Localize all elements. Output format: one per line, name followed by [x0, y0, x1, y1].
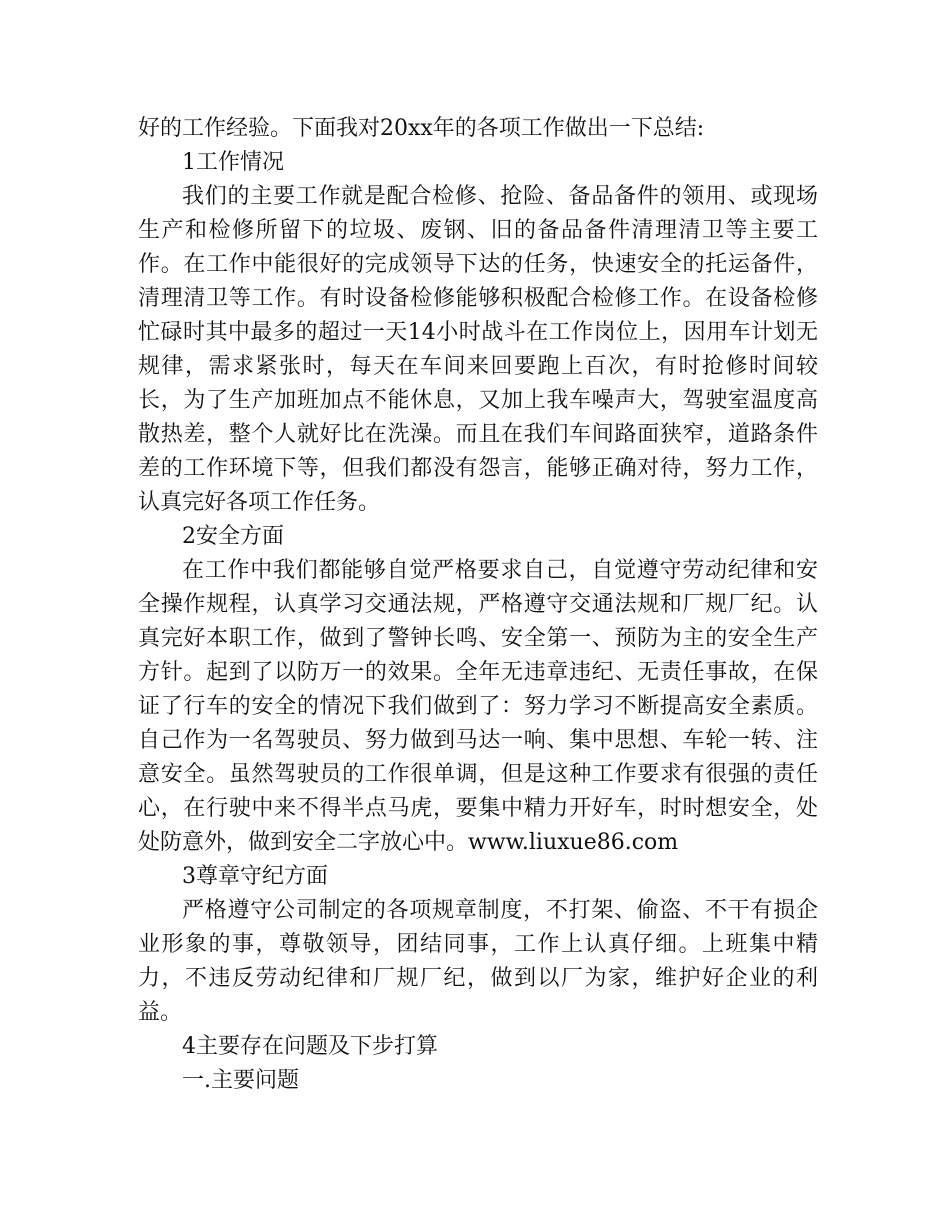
heading-discipline: 3尊章守纪方面: [182, 864, 328, 889]
paragraph-intro-continuation: 好的工作经验。下面我对20xx年的各项工作做出一下总结:: [138, 116, 705, 141]
document-body: [138, 112, 818, 1098]
heading-safety: 2安全方面: [182, 524, 284, 549]
heading-main-problems: 一.主要问题: [182, 1068, 299, 1093]
paragraph-work-situation: 我们的主要工作就是配合检修、抢险、备品备件的领用、或现场生产和检修所留下的垃圾、废钢、旧的备品备件清理清卫等主要工作。在工作中能很好的完成领导下达的任务，快速安全的托运备件，清理清卫等工作。有时设备检修能够积极配合检修工作。在设备检修忙碌时其中最多的超过一天14小时战斗在工作岗位上，因用车计划无规律，需求紧张时，每天在车间来回要跑上百次，有时抢修时间较长，为了生产加班加点不能休息，又加上我车噪声大，驾驶室温度高散热差，整个人就好比在洗澡。而且在我们车间路面狭窄，道路条件差的工作环境下等，但我们都没有怨言，能够正确对待，努力工作，认真完好各项工作任务。: [138, 184, 818, 515]
paragraph-discipline: 严格遵守公司制定的各项规章制度，不打架、偷盗、不干有损企业形象的事，尊敬领导，团结同事，工作上认真仔细。上班集中精力，不违反劳动纪律和厂规厂纪，做到以厂为家，维护好企业的利益。: [138, 898, 818, 1025]
heading-problems-and-plans: 4主要存在问题及下步打算: [182, 1034, 438, 1059]
paragraph-safety: 在工作中我们都能够自觉严格要求自己，自觉遵守劳动纪律和安全操作规程，认真学习交通法规，严格遵守交通法规和厂规厂纪。认真完好本职工作，做到了警钟长鸣、安全第一、预防为主的安全生产方针。起到了以防万一的效果。全年无违章违纪、无责任事故，在保证了行车的安全的情况下我们做到了：努力学习不断提高安全素质。自己作为一名驾驶员、努力做到马达一响、集中思想、车轮一转、注意安全。虽然驾驶员的工作很单调，但是这种工作要求有很强的责任心，在行驶中来不得半点马虎，要集中精力开好车，时时想安全，处处防意外，做到安全二字放心中。www.liuxue86.com: [138, 558, 818, 855]
heading-work-situation: 1工作情况: [182, 150, 284, 175]
